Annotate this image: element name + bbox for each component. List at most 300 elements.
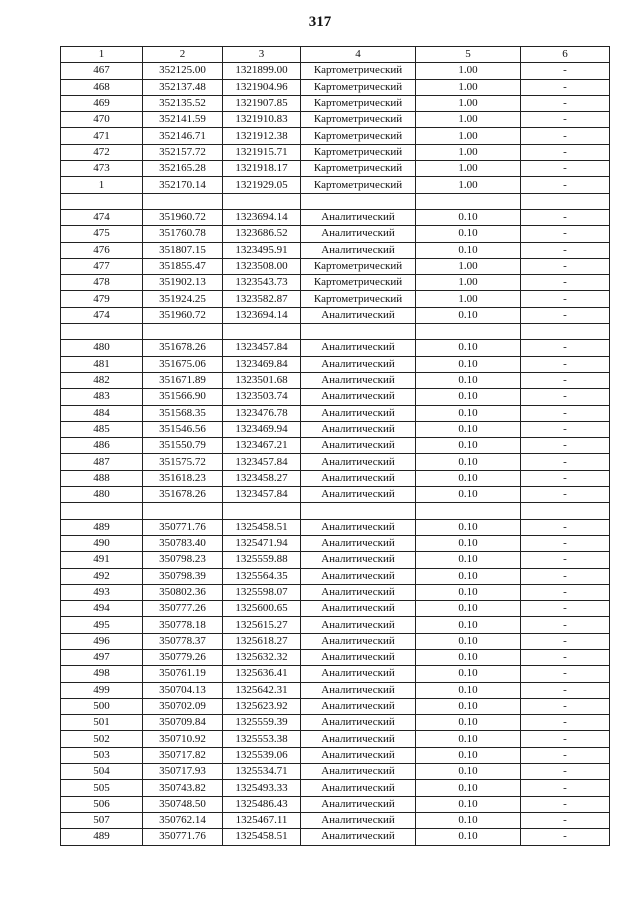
table-cell: - [521, 682, 610, 698]
table-cell: 485 [61, 421, 143, 437]
table-cell: Аналитический [301, 209, 416, 225]
table-cell: 1325458.51 [223, 519, 301, 535]
table-row [61, 731, 610, 747]
table-cell: 1321929.05 [223, 177, 301, 193]
table-cell: 494 [61, 601, 143, 617]
table-cell: Аналитический [301, 666, 416, 682]
table-cell: 0.10 [416, 666, 521, 682]
table-cell: - [521, 372, 610, 388]
table-cell: - [521, 144, 610, 160]
table-cell [143, 503, 223, 519]
table-cell: 0.10 [416, 731, 521, 747]
table-cell: 1323469.84 [223, 356, 301, 372]
table-cell: Аналитический [301, 226, 416, 242]
table-cell: 0.10 [416, 307, 521, 323]
table-cell: 1323694.14 [223, 307, 301, 323]
table-cell: 1321915.71 [223, 144, 301, 160]
table-cell: Аналитический [301, 633, 416, 649]
table-cell: Картометрический [301, 79, 416, 95]
table-cell: - [521, 552, 610, 568]
table-cell: 351807.15 [143, 242, 223, 258]
table-row [61, 389, 610, 405]
table-cell [416, 324, 521, 340]
table-cell: 481 [61, 356, 143, 372]
table-cell: - [521, 487, 610, 503]
table-cell: 473 [61, 161, 143, 177]
table-cell: 498 [61, 666, 143, 682]
table-cell: 468 [61, 79, 143, 95]
table-row [61, 193, 610, 209]
table-cell: Картометрический [301, 144, 416, 160]
table-cell: 0.10 [416, 812, 521, 828]
table-cell: 503 [61, 747, 143, 763]
table-cell: 493 [61, 584, 143, 600]
table-cell: 1325467.11 [223, 812, 301, 828]
table-cell: 1323457.84 [223, 340, 301, 356]
table-cell: 1325471.94 [223, 535, 301, 551]
table-body [61, 63, 610, 845]
table-cell: 1323686.52 [223, 226, 301, 242]
table-cell: 1 [61, 177, 143, 193]
table-cell: - [521, 568, 610, 584]
column-header: 3 [223, 47, 301, 63]
table-cell: - [521, 519, 610, 535]
table-cell: 507 [61, 812, 143, 828]
table-row [61, 666, 610, 682]
table-cell: - [521, 438, 610, 454]
table-cell: 1323501.68 [223, 372, 301, 388]
table-cell: - [521, 112, 610, 128]
table-cell: 1323495.91 [223, 242, 301, 258]
table-row [61, 682, 610, 698]
table-cell: 502 [61, 731, 143, 747]
table-cell: - [521, 177, 610, 193]
column-header: 6 [521, 47, 610, 63]
table-cell: - [521, 340, 610, 356]
table-cell: 0.10 [416, 438, 521, 454]
table-cell: - [521, 666, 610, 682]
table-cell: 351855.47 [143, 258, 223, 274]
table-cell: 350717.93 [143, 764, 223, 780]
table-cell: 1325553.38 [223, 731, 301, 747]
table-cell: 1.00 [416, 177, 521, 193]
table-cell: - [521, 389, 610, 405]
table-row [61, 454, 610, 470]
table-row [61, 487, 610, 503]
table-cell: Картометрический [301, 275, 416, 291]
table-cell: Аналитический [301, 764, 416, 780]
table-cell: 489 [61, 519, 143, 535]
table-cell: 0.10 [416, 340, 521, 356]
table-cell: 484 [61, 405, 143, 421]
table-cell: 1323694.14 [223, 209, 301, 225]
table-cell: Картометрический [301, 161, 416, 177]
table-cell: 0.10 [416, 487, 521, 503]
table-cell: 1.00 [416, 112, 521, 128]
table-cell: - [521, 829, 610, 845]
table-cell: 489 [61, 829, 143, 845]
table-cell: 0.10 [416, 715, 521, 731]
table-row [61, 291, 610, 307]
table-cell: 0.10 [416, 242, 521, 258]
table-cell: Аналитический [301, 584, 416, 600]
table-row [61, 470, 610, 486]
table-cell: 1325539.06 [223, 747, 301, 763]
table-row [61, 209, 610, 225]
table-cell: 1321910.83 [223, 112, 301, 128]
table-cell: - [521, 454, 610, 470]
table-cell: 0.10 [416, 796, 521, 812]
table-row [61, 144, 610, 160]
table-cell: 480 [61, 340, 143, 356]
table-cell: - [521, 796, 610, 812]
table-row [61, 63, 610, 79]
table-row [61, 161, 610, 177]
table-row [61, 812, 610, 828]
table-cell: 467 [61, 63, 143, 79]
table-cell: 0.10 [416, 617, 521, 633]
table-cell: Аналитический [301, 372, 416, 388]
table-row [61, 747, 610, 763]
table-cell [301, 503, 416, 519]
table-cell: 351671.89 [143, 372, 223, 388]
table-cell: 350717.82 [143, 747, 223, 763]
table-cell [521, 503, 610, 519]
table-cell [223, 324, 301, 340]
table-cell: 0.10 [416, 682, 521, 698]
table-cell: 490 [61, 535, 143, 551]
table-header [61, 47, 610, 63]
table-row [61, 535, 610, 551]
table-cell: 350771.76 [143, 829, 223, 845]
table-cell: 0.10 [416, 226, 521, 242]
table-cell: 1.00 [416, 144, 521, 160]
table-row [61, 307, 610, 323]
table-cell: Аналитический [301, 470, 416, 486]
table-cell: 350762.14 [143, 812, 223, 828]
table-cell: Аналитический [301, 829, 416, 845]
table-cell: 0.10 [416, 780, 521, 796]
table-cell: 350743.82 [143, 780, 223, 796]
table-cell: Аналитический [301, 747, 416, 763]
table-cell: Аналитический [301, 421, 416, 437]
table-cell: 1321912.38 [223, 128, 301, 144]
table-cell: 500 [61, 698, 143, 714]
table-cell: 470 [61, 112, 143, 128]
table-cell: 475 [61, 226, 143, 242]
table-cell: 1325636.41 [223, 666, 301, 682]
table-cell: 474 [61, 209, 143, 225]
table-cell: 504 [61, 764, 143, 780]
table-cell: 0.10 [416, 747, 521, 763]
table-cell: 1.00 [416, 63, 521, 79]
table-cell: 1.00 [416, 291, 521, 307]
table-cell: Аналитический [301, 438, 416, 454]
table-cell: 1325642.31 [223, 682, 301, 698]
table-cell: Аналитический [301, 796, 416, 812]
table-cell: 486 [61, 438, 143, 454]
table-cell: 0.10 [416, 405, 521, 421]
table-row [61, 601, 610, 617]
table-row [61, 421, 610, 437]
table-cell [521, 324, 610, 340]
table-row [61, 519, 610, 535]
table-cell: - [521, 79, 610, 95]
table-row [61, 128, 610, 144]
table-cell: 350778.18 [143, 617, 223, 633]
table-cell: 350709.84 [143, 715, 223, 731]
table-cell: 0.10 [416, 829, 521, 845]
table-cell: 351902.13 [143, 275, 223, 291]
table-cell: 1325486.43 [223, 796, 301, 812]
table-cell: 491 [61, 552, 143, 568]
table-cell: Картометрический [301, 95, 416, 111]
table-cell: 350783.40 [143, 535, 223, 551]
table-cell: 350778.37 [143, 633, 223, 649]
table-cell: 478 [61, 275, 143, 291]
table-cell: 1323582.87 [223, 291, 301, 307]
table-cell: 351550.79 [143, 438, 223, 454]
table-cell: - [521, 356, 610, 372]
table-cell: Аналитический [301, 405, 416, 421]
table-row [61, 584, 610, 600]
table-row [61, 79, 610, 95]
table-cell: 0.10 [416, 356, 521, 372]
table-cell: 350761.19 [143, 666, 223, 682]
table-cell: Картометрический [301, 63, 416, 79]
table-cell: 1.00 [416, 95, 521, 111]
table-cell: Аналитический [301, 487, 416, 503]
table-row [61, 796, 610, 812]
table-cell: - [521, 715, 610, 731]
table-cell [301, 193, 416, 209]
table-row [61, 633, 610, 649]
table-cell: 1325598.07 [223, 584, 301, 600]
table-cell: - [521, 95, 610, 111]
table-cell: 352137.48 [143, 79, 223, 95]
table-cell: - [521, 780, 610, 796]
table-cell: 471 [61, 128, 143, 144]
table-row [61, 226, 610, 242]
table-cell: - [521, 698, 610, 714]
table-row [61, 438, 610, 454]
table-cell: 350798.39 [143, 568, 223, 584]
table-cell: Аналитический [301, 812, 416, 828]
table-cell: Аналитический [301, 454, 416, 470]
table-cell: - [521, 584, 610, 600]
table-cell: 0.10 [416, 764, 521, 780]
table-cell: 350748.50 [143, 796, 223, 812]
table-cell: 0.10 [416, 454, 521, 470]
table-row [61, 698, 610, 714]
table-cell: 497 [61, 649, 143, 665]
table-cell: 1325458.51 [223, 829, 301, 845]
coordinates-table [60, 46, 610, 846]
table-cell: - [521, 291, 610, 307]
table-cell [61, 193, 143, 209]
table-cell: Картометрический [301, 128, 416, 144]
table-cell: 492 [61, 568, 143, 584]
table-cell: 487 [61, 454, 143, 470]
table-row [61, 715, 610, 731]
table-cell: 351675.06 [143, 356, 223, 372]
table-cell: Аналитический [301, 242, 416, 258]
table-cell: - [521, 731, 610, 747]
table-cell: 1325559.88 [223, 552, 301, 568]
table-cell: 351568.35 [143, 405, 223, 421]
table-cell [143, 324, 223, 340]
table-cell: 482 [61, 372, 143, 388]
table-cell: 1.00 [416, 79, 521, 95]
table-cell: 351546.56 [143, 421, 223, 437]
table-row [61, 356, 610, 372]
table-row [61, 324, 610, 340]
table-cell: 1325600.65 [223, 601, 301, 617]
table-cell: 1323457.84 [223, 454, 301, 470]
table-cell: - [521, 258, 610, 274]
table-cell: - [521, 633, 610, 649]
table-row [61, 372, 610, 388]
table-row [61, 780, 610, 796]
table-cell: 0.10 [416, 519, 521, 535]
table-cell: 480 [61, 487, 143, 503]
table-cell: 488 [61, 470, 143, 486]
table-cell: - [521, 63, 610, 79]
table-cell: Аналитический [301, 356, 416, 372]
table-cell: 0.10 [416, 470, 521, 486]
table-cell: 350779.26 [143, 649, 223, 665]
table-cell: 1323503.74 [223, 389, 301, 405]
table-cell: Картометрический [301, 291, 416, 307]
table-cell: - [521, 275, 610, 291]
table-cell: 1323476.78 [223, 405, 301, 421]
table-cell: 0.10 [416, 389, 521, 405]
table-row [61, 552, 610, 568]
table-cell: 352125.00 [143, 63, 223, 79]
table-cell: 1323469.94 [223, 421, 301, 437]
table-cell: 352157.72 [143, 144, 223, 160]
table-cell: 474 [61, 307, 143, 323]
table-cell: Аналитический [301, 519, 416, 535]
table-cell: 505 [61, 780, 143, 796]
table-cell: 1321904.96 [223, 79, 301, 95]
table-cell: - [521, 764, 610, 780]
table-cell: 1325493.33 [223, 780, 301, 796]
table-cell [143, 193, 223, 209]
table-cell: Аналитический [301, 698, 416, 714]
column-header: 2 [143, 47, 223, 63]
table-cell: 351760.78 [143, 226, 223, 242]
table-cell: 1325615.27 [223, 617, 301, 633]
table-cell: 479 [61, 291, 143, 307]
table-cell: 351960.72 [143, 209, 223, 225]
table-cell: Аналитический [301, 617, 416, 633]
table-row [61, 340, 610, 356]
table-cell: 476 [61, 242, 143, 258]
table-cell: - [521, 209, 610, 225]
table-cell: Аналитический [301, 731, 416, 747]
table-row [61, 258, 610, 274]
table-cell: 1321907.85 [223, 95, 301, 111]
table-cell: 0.10 [416, 552, 521, 568]
column-header: 1 [61, 47, 143, 63]
table-row [61, 829, 610, 845]
column-header: 5 [416, 47, 521, 63]
table-cell: 352170.14 [143, 177, 223, 193]
table-cell [416, 193, 521, 209]
table-row [61, 764, 610, 780]
table-cell: 1325623.92 [223, 698, 301, 714]
table-cell: 350771.76 [143, 519, 223, 535]
table-row [61, 112, 610, 128]
table-cell: 0.10 [416, 421, 521, 437]
table-cell [61, 503, 143, 519]
table-cell: 1323543.73 [223, 275, 301, 291]
table-cell [416, 503, 521, 519]
table-cell: 1325534.71 [223, 764, 301, 780]
table-cell: 1325632.32 [223, 649, 301, 665]
table-cell: Аналитический [301, 535, 416, 551]
table-cell: 351618.23 [143, 470, 223, 486]
table-cell: 477 [61, 258, 143, 274]
table-cell: - [521, 649, 610, 665]
table-cell: - [521, 226, 610, 242]
table-cell: 0.10 [416, 584, 521, 600]
page-number: 317 [308, 14, 332, 30]
table-cell: 352146.71 [143, 128, 223, 144]
table-row [61, 275, 610, 291]
table-cell: 501 [61, 715, 143, 731]
table-cell: 351924.25 [143, 291, 223, 307]
table-cell: 0.10 [416, 535, 521, 551]
table-cell: Картометрический [301, 112, 416, 128]
table-cell: 350777.26 [143, 601, 223, 617]
table-cell: - [521, 747, 610, 763]
table-cell: 1.00 [416, 161, 521, 177]
table-cell: Аналитический [301, 649, 416, 665]
table-cell: 350802.36 [143, 584, 223, 600]
table-cell: - [521, 470, 610, 486]
table-cell: - [521, 601, 610, 617]
table-cell: Картометрический [301, 258, 416, 274]
table-cell: 499 [61, 682, 143, 698]
table-cell: 469 [61, 95, 143, 111]
table-cell: 350704.13 [143, 682, 223, 698]
header-row [61, 47, 610, 63]
table-cell [223, 503, 301, 519]
table-cell: 0.10 [416, 372, 521, 388]
table-cell: Аналитический [301, 552, 416, 568]
table-cell: 350710.92 [143, 731, 223, 747]
table-cell: 351575.72 [143, 454, 223, 470]
table-row [61, 649, 610, 665]
table-cell: 0.10 [416, 601, 521, 617]
table-cell [61, 324, 143, 340]
table-cell: 1.00 [416, 258, 521, 274]
table-cell: Аналитический [301, 780, 416, 796]
table-cell: 351960.72 [143, 307, 223, 323]
table-cell: 1.00 [416, 128, 521, 144]
table-row [61, 242, 610, 258]
table-cell: 483 [61, 389, 143, 405]
table-row [61, 177, 610, 193]
table-cell: 0.10 [416, 209, 521, 225]
table-cell: 1323457.84 [223, 487, 301, 503]
table-cell: 1323508.00 [223, 258, 301, 274]
table-cell: - [521, 812, 610, 828]
table-cell [521, 193, 610, 209]
table-row [61, 568, 610, 584]
